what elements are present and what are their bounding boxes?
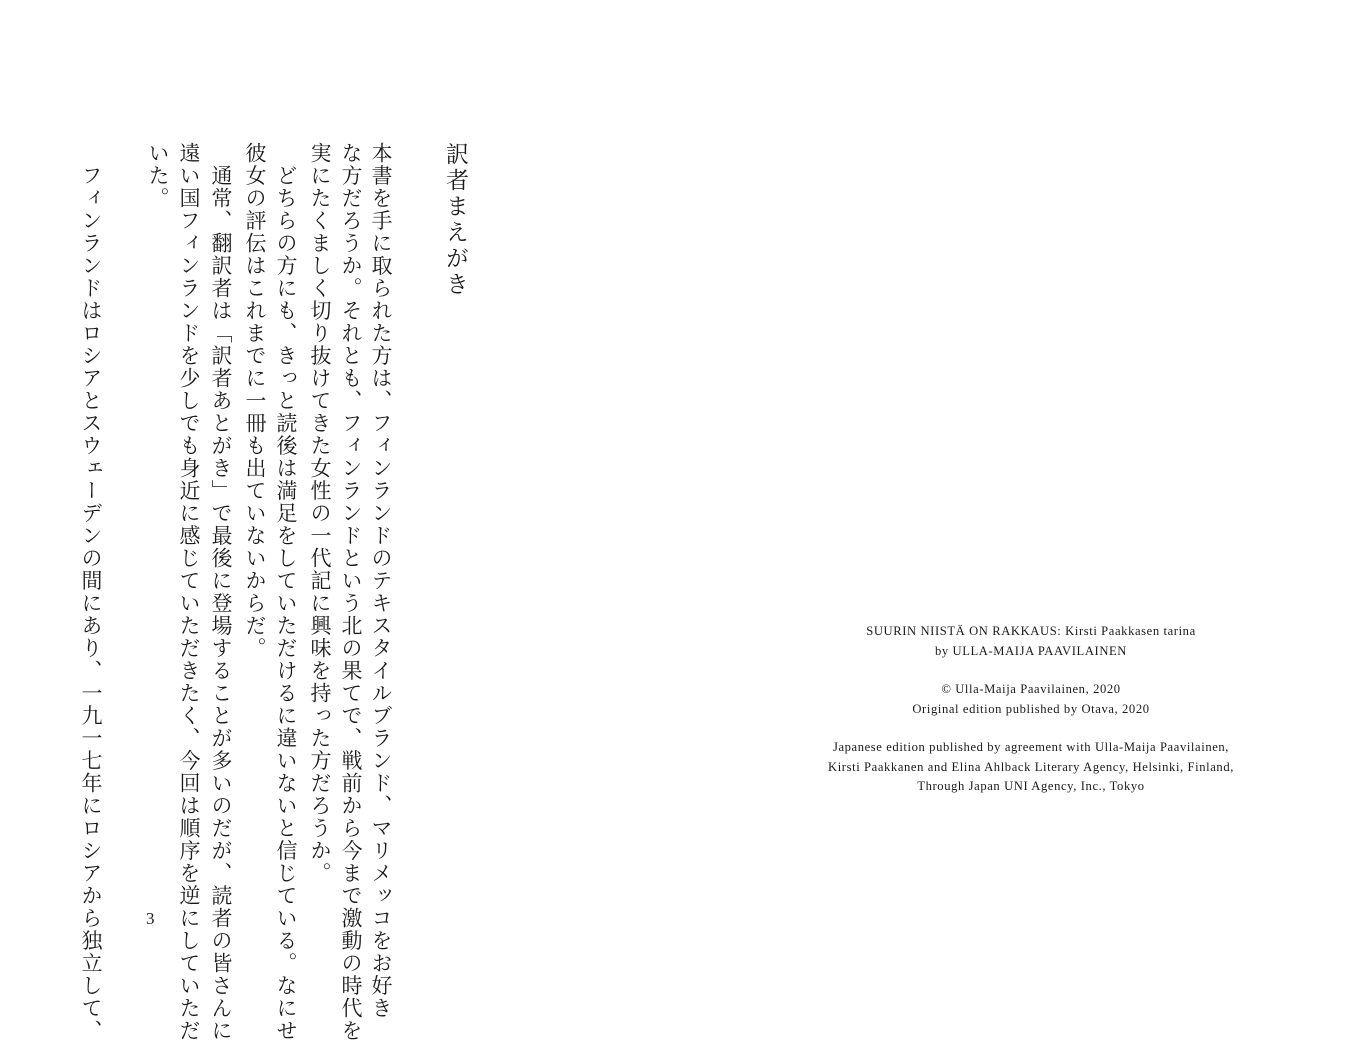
- body-text-column: 通常、翻訳者は「訳者あとがき」で最後に登場することが多いのだが、読者の皆さんに: [209, 142, 233, 1042]
- original-edition-notice: Original edition published by Otava, 2020: [912, 701, 1150, 716]
- original-title: SUURIN NIISTÄ ON RAKKAUS: Kirsti Paakkasen tarina: [866, 624, 1196, 638]
- body-text-column: 本書を手に取られた方は、フィンランドのテキスタイルブランド、マリメッコをお好き: [369, 142, 393, 1020]
- body-text-column: 実にたくましく切り抜けてきた女性の一代記に興味を持った方だろうか。: [308, 142, 332, 885]
- body-text-column: 彼女の評伝はこれまでに一冊も出ていないからだ。: [243, 142, 267, 660]
- body-text-column: どちらの方にも、きっと読後は満足をしていただけるに違いないと信じている。なにせ: [274, 142, 298, 1042]
- copyright-notice: © Ulla-Maija Paavilainen, 2020: [941, 682, 1121, 696]
- copyright-group: [681, 680, 1362, 719]
- japanese-edition-group: [681, 738, 1362, 797]
- body-text-column: フィンランドはロシアとスウェーデンの間にあり、一九一七年にロシアから独立して、: [79, 142, 103, 1042]
- page-number: 3: [146, 909, 155, 928]
- japanese-edition-notice-line: Through Japan UNI Agency, Inc., Tokyo: [917, 779, 1145, 793]
- copyright-block: [681, 622, 1362, 816]
- right-page: [681, 0, 1362, 1000]
- body-text-column: いた。: [146, 142, 170, 210]
- title-group: [681, 622, 1362, 661]
- body-text-column: な方だろうか。それとも、フィンランドという北の果てで、戦前から今まで激動の時代を: [339, 142, 363, 1042]
- chapter-heading: 訳者まえがき: [442, 142, 468, 298]
- author-credit: by ULLA-MAIJA PAAVILAINEN: [934, 643, 1127, 658]
- japanese-edition-notice-line: Japanese edition published by agreement with Ulla-Maija Paavilainen,: [832, 740, 1230, 754]
- japanese-edition-notice-line: Kirsti Paakkanen and Elina Ahlback Literary Agency, Helsinki, Finland,: [828, 759, 1234, 774]
- body-text-column: 遠い国フィンランドを少しでも身近に感じていただきたく、今回は順序を逆にしていただ: [177, 142, 201, 1042]
